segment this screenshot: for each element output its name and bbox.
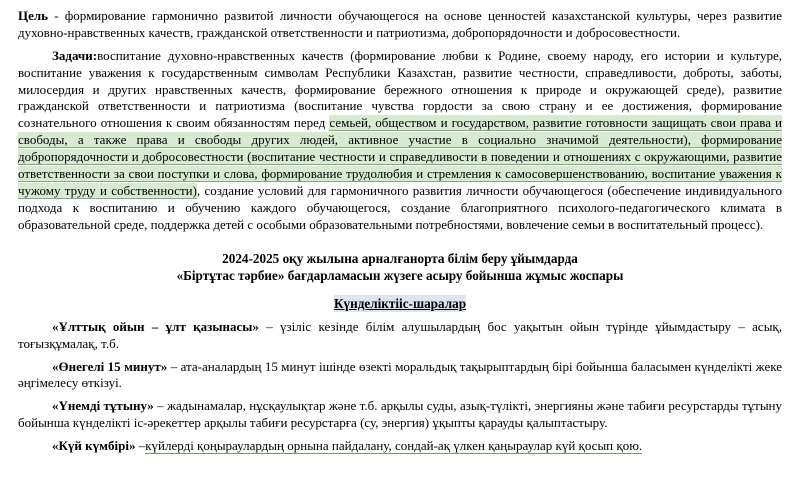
goal-text: формирование гармонично развитой личности обучающегося на основе ценностей казахстанской культуры, через развитие духовно-нравственных качеств, гражданской ответственности и патриотизма, добропорядочности и добросовестности. [18,8,782,40]
list-item-title: «Үнемді тұтыну» [52,398,154,414]
tasks-text-highlighted: семьей, обществом и государством, развитие готовности защищать свои права и свободы, а также права и свободы других людей, активное участие в социально значимой деятельности), формирование добропорядочности и добросовестности (воспитание честности и справедливости в поведении и отношениях с окружающими, развитие ответственности за свои поступки и слова, формирование трудолюбия и стремления к самосовершенствованию, воспитание уважения к чужому труду и собственности) [18,115,782,198]
list-item-dash: – [258,318,281,334]
list-item [18,438,782,455]
list-item-title: «Өнегелі 15 минут» [52,358,168,374]
list-item [18,359,782,393]
tasks-paragraph [18,48,782,234]
list-item [18,319,782,353]
list-item-title: «Ұлттық ойын – ұлт қазынасы» [52,318,259,334]
plan-heading-line2: «Біртұтас тәрбие» бағдарламасын жүзеге асыру бойынша жұмыс жоспары [176,267,624,283]
goal-dash: - [48,8,65,23]
goal-label: Цель [18,8,49,23]
spacer [18,284,782,295]
tasks-text-part2: , создание условий для гармоничного развития личности обучающегося (обеспечение индивидуального подхода к воспитанию и обучению каждого обучающегося, создание благоприятного психолого-педагогического климата в образовательной среде, поддержка детей с особыми образовательными потребностями, вовлечение семьи в воспитательный процесс). [18,182,782,232]
list-item-text: жадынамалар, нұсқаулықтар және т.б. арқылы суды, азық-түлікті, энергияны және табиғи ресурстарды тұтыну бойынша күнделікті іс-әрекеттер арқылы табиғи ресурстарға (су, энергия) ұқыпты қарауды қалыптастыру. [18,398,783,431]
section-title-wrap [18,295,782,313]
list-item-text: ата-аналардың 15 минут ішінде өзекті моральдық тақырыптардың бірі бойынша баласымен күнделікті жеке әңгімелесу өткізуі. [18,358,782,391]
list-item-dash: – [135,438,146,454]
spacer [18,234,782,250]
list-item [18,398,782,432]
list-item-dash: – [153,398,168,414]
tasks-text-part1: воспитание духовно-нравственных качеств (формирование любви к Родине, своему народу, его истории и культуре, воспитание уважения к государственным символам Республики Казахстан, развитие честности, справедливости, доброты, заботы, милосердия и других нравственных качеств, формирование бережного отношения к природе и окружающей среде), развитие гражданской ответственности и патриотизма (воспитание чувства гордости за свою страну и ее достижения, формирование сознательного отношения к своим обязанностям перед [18,47,782,131]
section-title: Күнделіктііс-шаралар [333,295,467,311]
list-item-dash: – [167,358,181,374]
plan-heading-line1: 2024-2025 оқу жылына арналғанорта білім беру ұйымдарда [222,250,578,266]
tasks-label: Задачи: [52,47,98,63]
list-item-text: үзіліс кезінде білім алушылардың бос уақытын ойын түрінде ұйымдастыру – асық, тоғызқұмалақ, т.б. [18,318,782,351]
list-item-text: күйлерді қоңыраулардың орнына пайдалану, сондай-ақ үлкен қаңыраулар күй қосып қою. [145,438,643,454]
list-item-title: «Күй күмбірі» [52,438,136,454]
goal-paragraph [18,8,782,42]
